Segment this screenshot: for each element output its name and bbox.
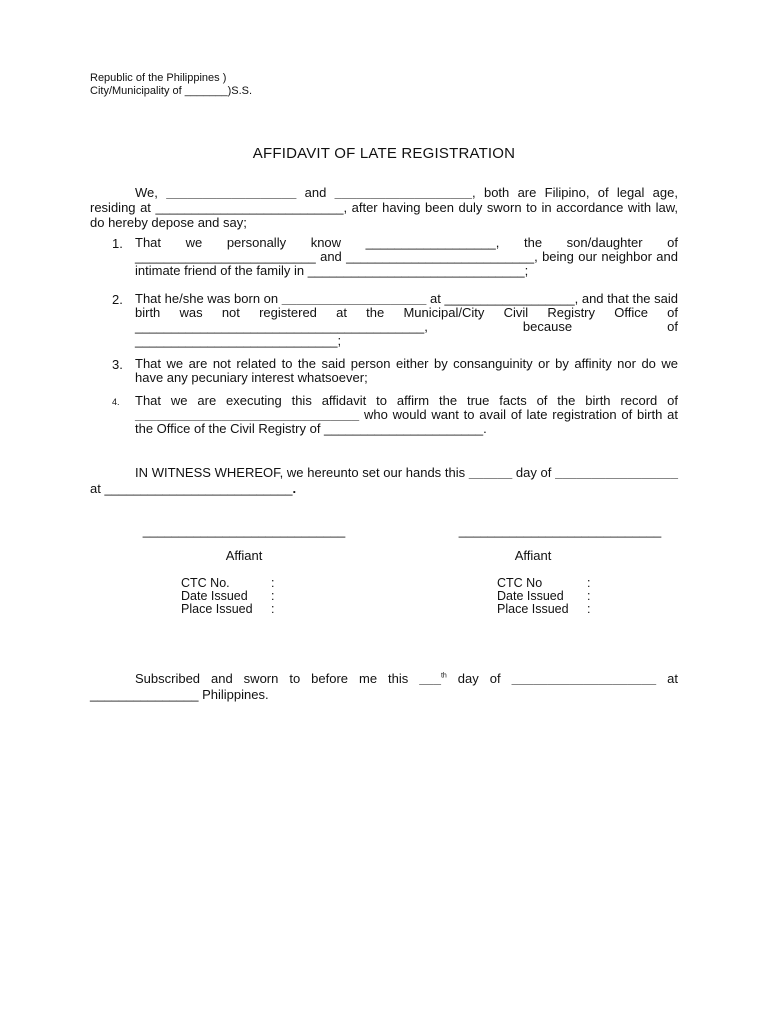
affiant-1-signature-line[interactable]: ____________________________ [142,523,346,538]
item-text: That we are executing this affidavit to affirm the true facts of the birth record of _______________________________ who would want to avail of late registration of birth at the Office of the Civil Registry of ______________________. [135,393,678,436]
item-number: 2. [112,292,123,307]
colon: : [587,602,591,616]
item-text: That he/she was born on ____________________ at __________________, and that the said birth was not registered at the Municipal/City Civil Registry Office of ________________________________________, because of ____________________________; [135,291,679,348]
witness-paragraph: IN WITNESS WHEREOF, we hereunto set our hands this ______ day of _________________ at __________________________. [90,465,679,496]
affiant-2-label: Affiant [514,548,552,563]
venue-line-city: City/Municipality of _______)S.S. [90,85,253,97]
ctc-no-label: CTC No. [181,576,230,590]
colon: : [587,589,591,603]
jurat-month-blank[interactable]: ____________________ [511,671,657,686]
affiant-2-signature-line[interactable]: ____________________________ [458,523,662,538]
affiant-2-name-blank[interactable]: ___________________ [334,185,473,200]
colon: : [271,576,275,590]
affiant-1-label: Affiant [225,548,263,563]
date-issued-label: Date Issued [497,589,564,603]
birth-date-blank[interactable]: ____________________ [281,291,427,306]
place-issued-label: Place Issued [497,602,569,616]
ordinal-suffix: th [440,672,447,680]
jurat-day-blank[interactable]: ___ [419,671,441,686]
list-item [90,357,678,385]
jurat-place-blank[interactable]: _______________ [90,687,199,702]
item-text: That we are not related to the said person either by consanguinity or by affinity nor do we have any pecuniary interest whatsoever; [135,356,678,385]
item-text: That we personally know __________________, the son/daughter of _________________________ and __________________________, being our neighbor and intimate friend of the family in ______________________________; [135,235,678,278]
item-number: 1. [112,236,123,251]
ctc-no-label: CTC No [497,576,543,590]
list-item [90,236,678,278]
item-number: 4. [112,397,120,407]
venue-header [90,72,252,98]
witness-month-blank[interactable]: _________________ [555,465,679,480]
item-number: 3. [112,357,123,372]
affiant-1-ctc-details [181,577,274,616]
jurat-paragraph: Subscribed and sworn to before me this ___$^{th}$ day of ____________________ at _______________ Philippines. [90,671,678,702]
residence-blank[interactable]: __________________________ [155,200,344,215]
affiant-1-name-blank[interactable]: __________________ [166,185,297,200]
list-item [90,394,678,436]
venue-line-republic: Republic of the Philippines ) [90,72,227,84]
date-issued-label: Date Issued [181,589,248,603]
witness-place-blank[interactable]: __________________________ [104,481,293,496]
witness-day-blank[interactable]: ______ [468,465,513,480]
colon: : [271,589,275,603]
document-title: AFFIDAVIT OF LATE REGISTRATION [252,145,516,162]
colon: : [271,602,275,616]
place-issued-label: Place Issued [181,602,253,616]
affiant-2-ctc-details [497,577,590,616]
registrant-name-blank[interactable]: _______________________________ [135,407,360,422]
list-item [90,292,678,348]
intro-paragraph: We, __________________ and ___________________, both are Filipino, of legal age, residing at __________________________, after having been duly sworn to in accordance with law, do hereby depose and say; [90,185,678,230]
colon: : [587,576,591,590]
